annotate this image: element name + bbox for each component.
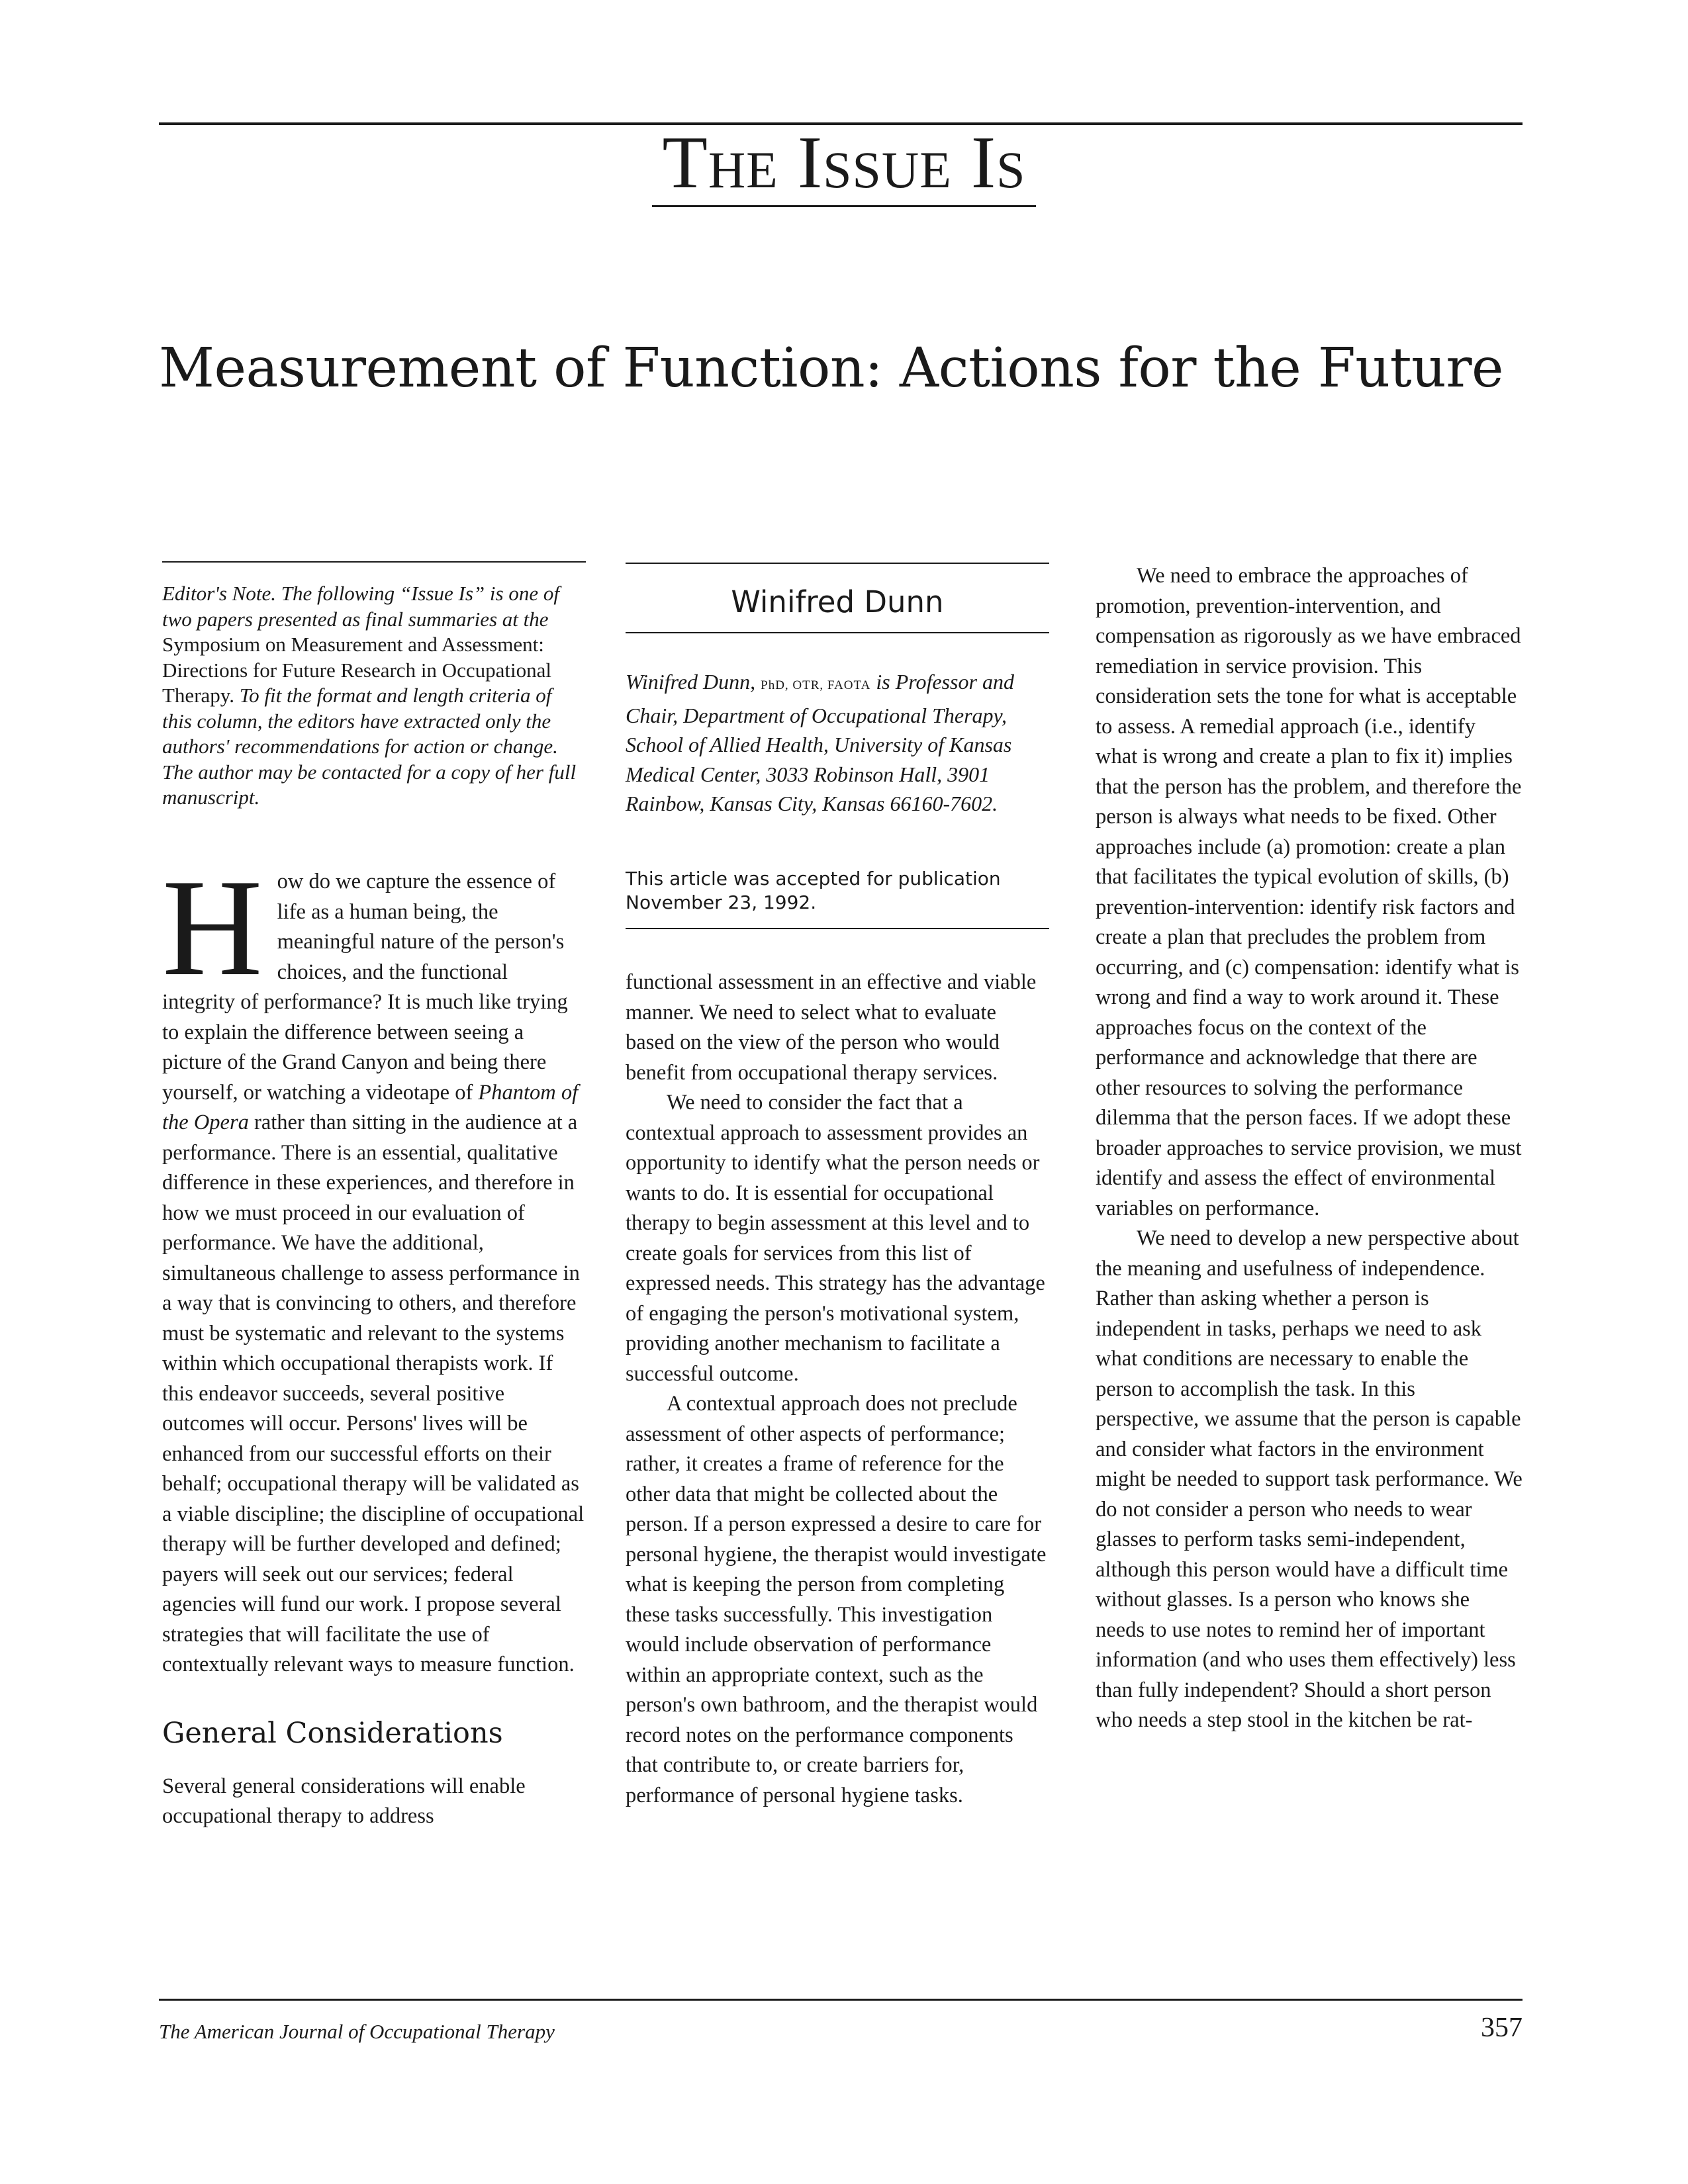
body-column-2: [626, 968, 1049, 1811]
footer-journal-name: The American Journal of Occupational Therapy: [159, 2020, 555, 2043]
body-column-1: [162, 851, 586, 1832]
col2-paragraph-1: functional assessment in an effective and viable manner. We need to select what to evaluate based on the view of the person who would benefit from occupational therapy services.: [626, 970, 1037, 1085]
general-considerations-paragraph: Several general considerations will enable occupational therapy to address: [162, 1774, 526, 1828]
author-name: Winifred Dunn: [731, 584, 944, 619]
editors-note-symposium: Symposium on Measurement and Assessment: Directions for Future Research in Occupational Therapy.: [162, 633, 551, 707]
col3-paragraph-1: We need to embrace the approaches of promotion, prevention-intervention, and compensation as rigorously as we have embraced remediation in service provision. This consideration sets the tone for what is acceptable to assess. A remedial approach (i.e., identify what is wrong and create a plan to fix it) implies that the person has the problem, and therefore the person is always what needs to be fixed. Other approaches include (a) promotion: create a plan that facilitates the typical evolution of skills, (b) prevention-intervention: identify risk factors and create a plan that precludes the problem from occurring, and (c) compensation: identify what is wrong and find a way to work around it. These approaches focus on the context of the performance and acknowledge that there are other resources to solving the performance dilemma that the person faces. If we adopt these broader approaches to service provision, we must identify and assess the effect of environmental variables on performance.: [1096, 564, 1522, 1220]
col2-paragraph-2: We need to consider the fact that a contextual approach to assessment provides an opportunity to identify what the person needs or wants to do. It is essential for occupational therapy to begin assessment at this level and to create goals for services from this list of expressed needs. This strategy has the advantage of engaging the person's motivational system, providing another mechanism to facilitate a successful outcome.: [626, 1091, 1045, 1386]
body-column-3: [1096, 561, 1523, 1736]
col2-paragraph-3: A contextual approach does not preclude assessment of other aspects of performance; rather, it creates a frame of reference for the other data that might be collected about the person. If a person expressed a desire to care for personal hygiene, the therapist would investigate what is keeping the person from completing these tasks successfully. This investigation would include observation of performance within an appropriate context, such as the person's own bathroom, and the therapist would record notes on the performance components that contribute to, or create barriers for, performance of personal hygiene tasks.: [626, 1392, 1047, 1807]
section-title-underline: [652, 205, 1036, 207]
editors-note-rule: [162, 561, 586, 563]
acceptance-note: This article was accepted for publication November 23, 1992.: [626, 868, 1001, 913]
page-number: 357: [1481, 2013, 1523, 2043]
intro-paragraph: How do we capture the essence of life as a human being, the meaningful nature of the person's choices, and the functional integrity of performance? It is much like trying to explain the difference between seeing a picture of the Grand Canyon and being there yourself, or watching a videotape of Phantom of the Opera rather than sitting in the audience at a performance. There is an essential, qualitative difference in these experiences, and therefore in how we must proceed in our evaluation of performance. We have the additional, simultaneous challenge to assess performance in a way that is convincing to others, and therefore must be systematic and relevant to the systems within which occupational therapists work. If this endeavor succeeds, several positive outcomes will occur. Persons' lives will be enhanced from our successful efforts on their behalf; occupational therapy will be validated as a viable discipline; the discipline of occupational therapy will be further developed and defined; payers will seek out our services; federal agencies will fund our work. I propose several strategies that will facilitate the use of contextually relevant ways to measure function.: [162, 851, 585, 1676]
author-block-bottom-rule: [626, 928, 1049, 929]
article-title: Measurement of Function: Actions for the Future: [159, 337, 1504, 400]
author-credentials: PhD, OTR, FAOTA: [761, 678, 871, 692]
col3-paragraph-2: We need to develop a new perspective about the meaning and usefulness of independence. Rather than asking whether a person is independent in tasks, perhaps we need to ask what conditions are necessary to enable the person to accomplish the task. In this perspective, we assume that the person is capable and consider what factors in the environment might be needed to support task performance. We do not consider a person who needs to wear glasses to perform tasks semi-independent, although this person would have a difficult time without glasses. Is a person who knows she needs to use notes to remind her of important information (and who uses them effectively) less than fully independent? Should a short person who needs a step stool in the kitchen be rat-: [1096, 1226, 1523, 1732]
author-block-mid-rule: [626, 632, 1049, 633]
section-title: The Issue Is: [662, 122, 1026, 204]
author-block-top-rule: [626, 563, 1049, 564]
editors-note-rest: To fit the format and length criteria of this column, the editors have extracted only the authors' recommendations for action or change. The author may be contacted for a copy of her full manuscript.: [162, 684, 577, 809]
editors-note-intro: Editor's Note. The following “Issue Is” is one of two papers presented as final summaries at the: [162, 582, 559, 631]
section-heading-general-considerations: General Considerations: [162, 1716, 503, 1750]
bottom-rule: [159, 1999, 1523, 2001]
phantom-title: Phantom of the Opera: [162, 1080, 579, 1134]
drop-cap: H: [162, 851, 263, 1005]
editors-note: [162, 581, 586, 811]
author-bio: Winifred Dunn, PhD, OTR, FAOTA is Professor and Chair, Department of Occupational Therapy, School of Allied Health, University of Kansas Medical Center, 3033 Robinson Hall, 3901 Rainbow, Kansas City, Kansas 66160-7602.: [626, 670, 1014, 815]
